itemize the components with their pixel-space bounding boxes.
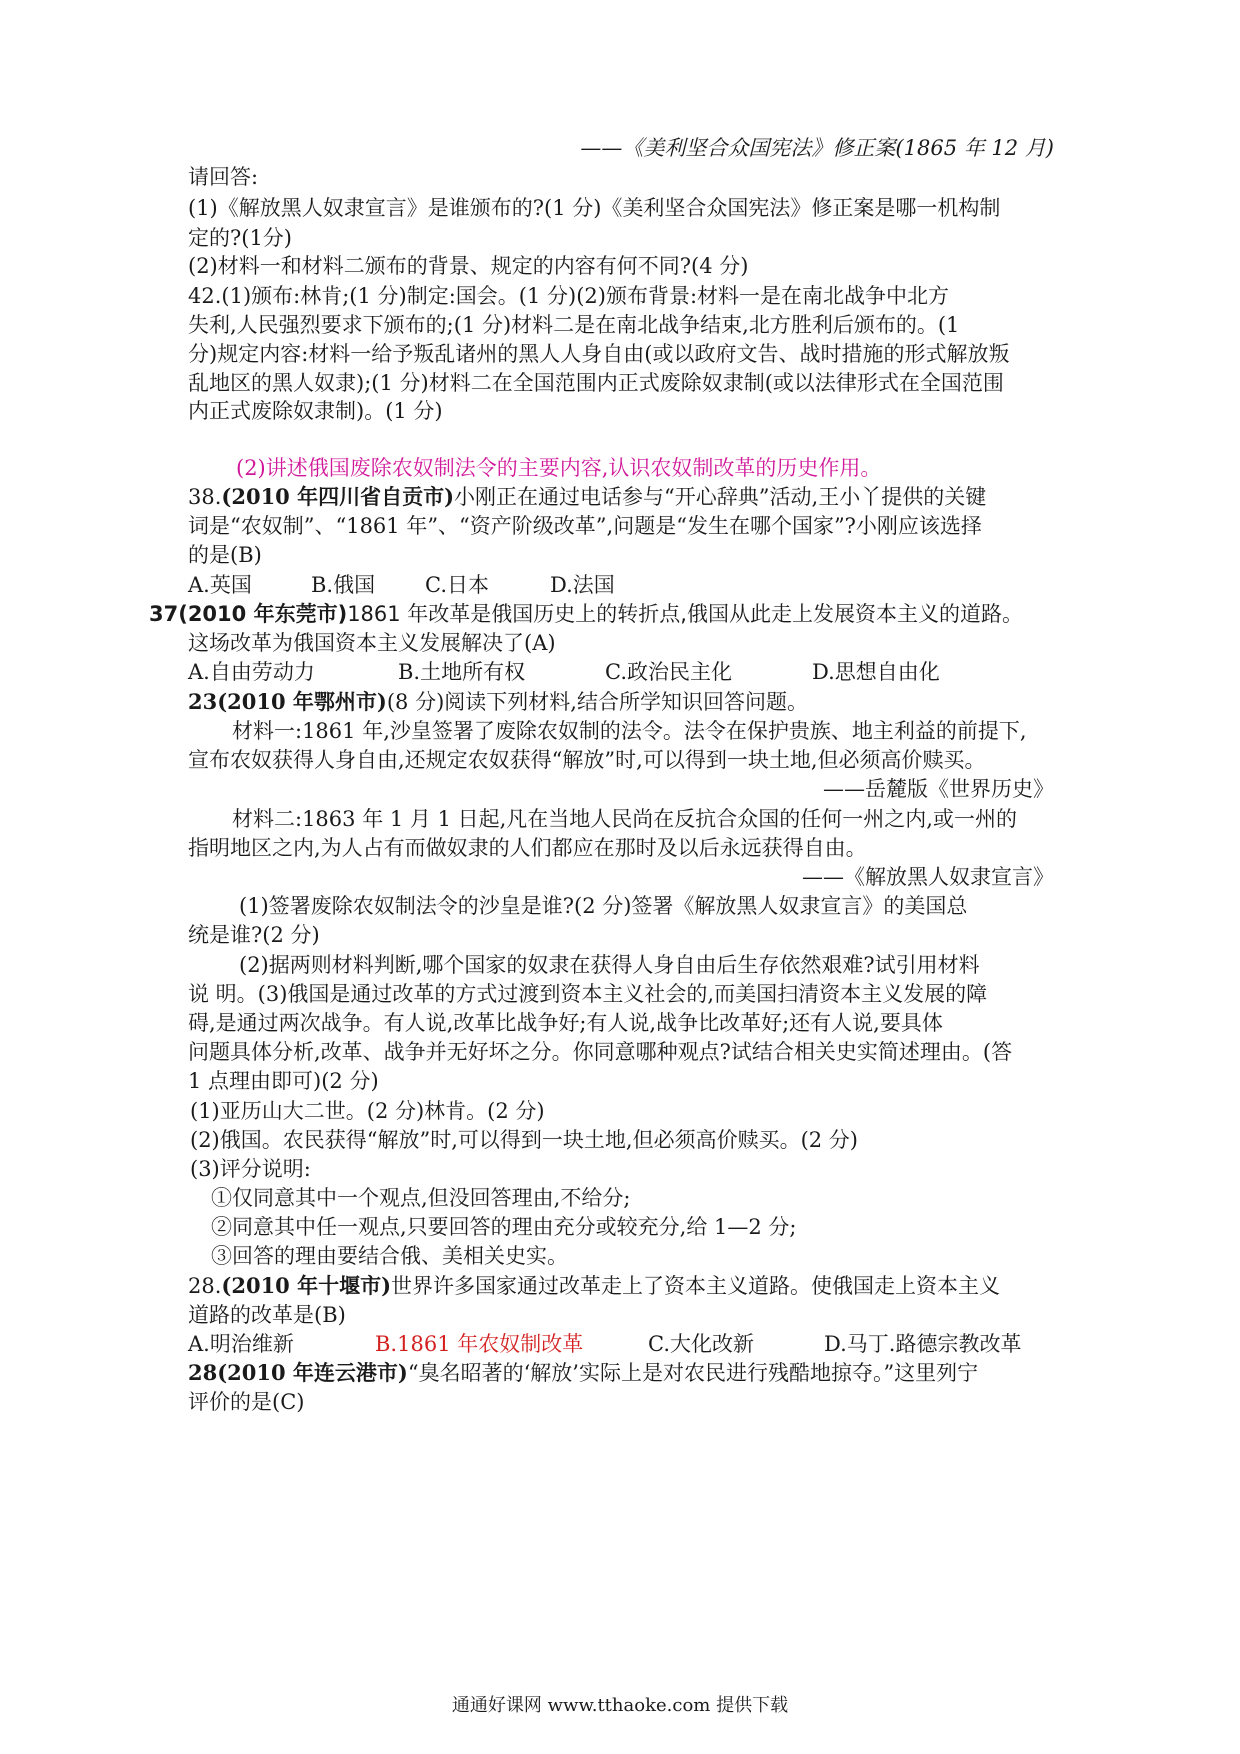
- q28a-option-highlighted: B.1861 年农奴制改革: [375, 1332, 584, 1356]
- q28a-source: (2010 年十堰市): [221, 1273, 392, 1298]
- q38-option: A.英国: [188, 573, 252, 597]
- q38-line1: [188, 482, 986, 512]
- q23-line1: [188, 687, 808, 717]
- q37-line2: 这场改革为俄国资本主义发展解决了(A): [188, 631, 556, 655]
- q23-sub2-line: (2)据两则材料判断,哪个国家的奴隶在获得人身自由后生存依然艰难?试引用材料: [239, 953, 980, 977]
- q28b-text: “臭名昭著的‘解放’实际上是对农民进行残酷地掠夺。”这里列宁: [407, 1361, 979, 1385]
- q37-option: B.土地所有权: [398, 660, 526, 684]
- q38-option: C.日本: [425, 573, 489, 597]
- q23-answer-line: ①仅同意其中一个观点,但没回答理由,不给分;: [211, 1186, 631, 1210]
- q28a-text: 世界许多国家通过改革走上了资本主义道路。使俄国走上资本主义: [391, 1274, 1001, 1298]
- q37-option: C.政治民主化: [605, 660, 732, 684]
- q23-answer-line: (1)亚历山大二世。(2 分)林肯。(2 分): [190, 1099, 545, 1123]
- amendment-source: ——《美利坚合众国宪法》修正案(1865 年 12 月): [580, 136, 1054, 160]
- q23-answer-line: (3)评分说明:: [190, 1157, 311, 1181]
- q38-option: B.俄国: [311, 573, 376, 597]
- q23-sub1-line2: 统是谁?(2 分): [188, 923, 320, 947]
- q42-answer-line: 分)规定内容:材料一给予叛乱诸州的黑人人身自由(或以政府文告、战时措施的形式解放叛: [188, 342, 1010, 366]
- q23-material2-line2: 指明地区之内,为人占有而做奴隶的人们都应在那时及以后永远获得自由。: [188, 836, 867, 860]
- q23-sub2-line: 碍,是通过两次战争。有人说,改革比战争好;有人说,战争比改革好;还有人说,要具体: [188, 1011, 943, 1035]
- q23-sub2-line: 1 点理由即可)(2 分): [188, 1069, 379, 1093]
- section-heading: (2)讲述俄国废除农奴制法令的主要内容,认识农奴制改革的历史作用。: [236, 456, 882, 480]
- q42-sub2: (2)材料一和材料二颁布的背景、规定的内容有何不同?(4 分): [188, 254, 749, 278]
- q23-material1-line1: 材料一:1861 年,沙皇签署了废除农奴制的法令。法令在保护贵族、地主利益的前提下,: [232, 719, 1027, 743]
- q37-option: A.自由劳动力: [188, 660, 315, 684]
- q38-number: 38.: [188, 485, 222, 509]
- q28b-line2: 评价的是(C): [188, 1390, 305, 1414]
- q37-line1: [149, 599, 1023, 629]
- q38-option: D.法国: [550, 573, 615, 597]
- q28a-option: D.马丁.路德宗教改革: [824, 1332, 1022, 1356]
- q38-source: (2010 年四川省自贡市): [221, 484, 455, 509]
- q23-answer-line: ②同意其中任一观点,只要回答的理由充分或较充分,给 1—2 分;: [211, 1215, 797, 1239]
- q42-sub1-line2: 定的?(1分): [188, 226, 293, 250]
- q28a-option: C.大化改新: [648, 1332, 754, 1356]
- q42-prompt: 请回答:: [188, 165, 259, 189]
- q42-answer-line: 42.(1)颁布:林肯;(1 分)制定:国会。(1 分)(2)颁布背景:材料一是在南北战争中北方: [188, 284, 950, 308]
- q42-answer-line: 内正式废除奴隶制)。(1 分): [188, 399, 443, 423]
- q38-text: 小刚正在通过电话参与“开心辞典”活动,王小丫提供的关键: [454, 485, 987, 509]
- q23-material2-source: ——《解放黑人奴隶宣言》: [802, 865, 1054, 889]
- page-footer: 通通好课网 www.tthaoke.com 提供下载: [451, 1695, 789, 1716]
- q28a-number: 28.: [188, 1274, 222, 1298]
- q28a-option: A.明治维新: [188, 1332, 294, 1356]
- q23-sub1-line1: (1)签署废除农奴制法令的沙皇是谁?(2 分)签署《解放黑人奴隶宣言》的美国总: [239, 894, 968, 918]
- q23-material1-line2: 宣布农奴获得人身自由,还规定农奴获得“解放”时,可以得到一块土地,但必须高价赎买。: [188, 748, 986, 772]
- q38-line3: 的是(B): [188, 543, 262, 567]
- q23-answer-line: ③回答的理由要结合俄、美相关史实。: [211, 1244, 568, 1268]
- q42-answer-line: 失利,人民强烈要求下颁布的;(1 分)材料二是在南北战争结束,北方胜利后颁布的。(1: [188, 313, 960, 337]
- q38-line2: 词是“农奴制”、“1861 年”、“资产阶级改革”,问题是“发生在哪个国家”?小刚应该选择: [188, 514, 982, 538]
- q23-answer-line: (2)俄国。农民获得“解放”时,可以得到一块土地,但必须高价赎买。(2 分): [190, 1128, 858, 1152]
- q23-material2-line1: 材料二:1863 年 1 月 1 日起,凡在当地人民尚在反抗合众国的任何一州之内,或一州的: [232, 807, 1017, 831]
- q28a-line2: 道路的改革是(B): [188, 1303, 346, 1327]
- q23-source: 23(2010 年鄂州市): [188, 689, 387, 714]
- q28a-line1: [188, 1271, 1000, 1301]
- q28b-source: 28(2010 年连云港市): [188, 1360, 408, 1385]
- q23-sub2-line: 说 明。(3)俄国是通过改革的方式过渡到资本主义社会的,而美国扫清资本主义发展的障: [188, 982, 988, 1006]
- q37-text: 1861 年改革是俄国历史上的转折点,俄国从此走上发展资本主义的道路。: [347, 602, 1023, 626]
- q23-sub2-line: 问题具体分析,改革、战争并无好坏之分。你同意哪种观点?试结合相关史实简述理由。(答: [188, 1040, 1013, 1064]
- q23-intro: (8 分)阅读下列材料,结合所学知识回答问题。: [386, 690, 808, 714]
- q28b-line1: [188, 1358, 978, 1388]
- q42-answer-line: 乱地区的黑人奴隶);(1 分)材料二在全国范围内正式废除奴隶制(或以法律形式在全国范围: [188, 371, 1004, 395]
- q42-sub1-line1: (1)《解放黑人奴隶宣言》是谁颁布的?(1 分)《美利坚合众国宪法》修正案是哪一机构制: [188, 196, 1001, 220]
- q37-source: 37(2010 年东莞市): [149, 602, 348, 626]
- q37-option: D.思想自由化: [812, 660, 940, 684]
- q23-material1-source: ——岳麓版《世界历史》: [823, 777, 1054, 801]
